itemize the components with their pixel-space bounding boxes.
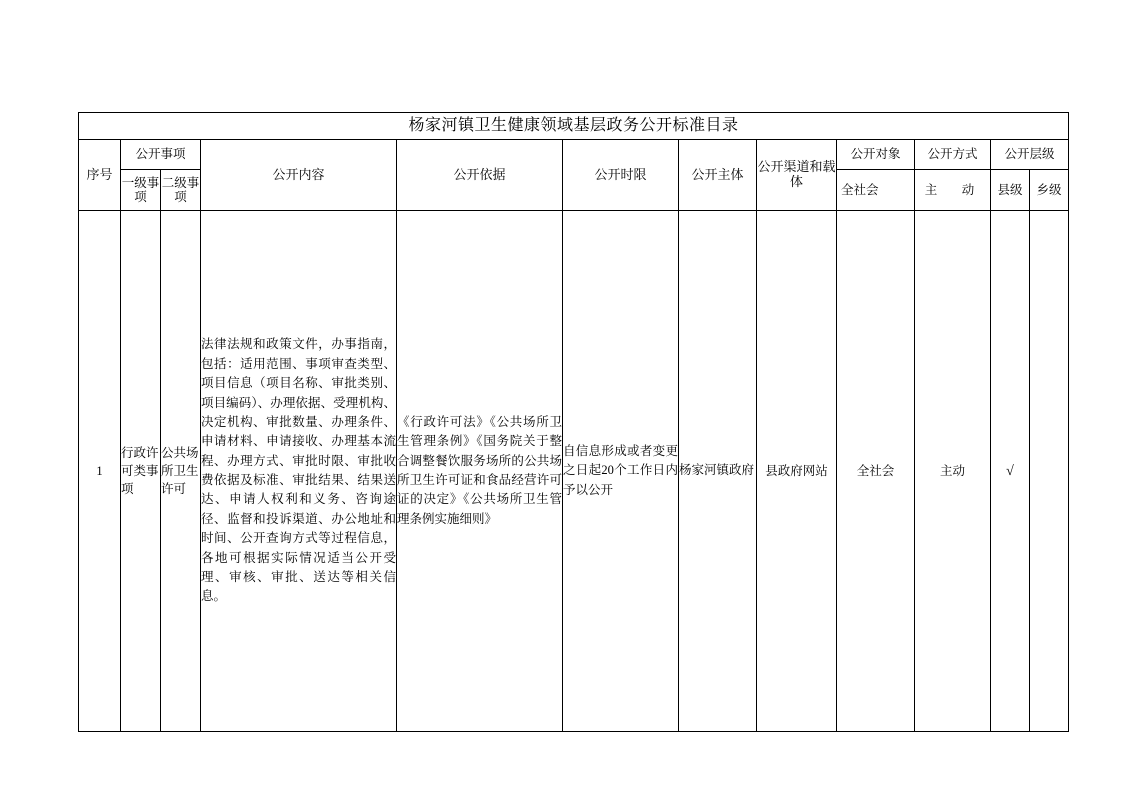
- header-public-items-group: 公开事项: [121, 140, 201, 170]
- header-level1: 一级事项: [121, 170, 161, 211]
- header-time-limit: 公开时限: [563, 140, 679, 211]
- cell-audience: 全社会: [837, 211, 915, 732]
- header-audience-group: 公开对象: [837, 140, 915, 170]
- page-title: 杨家河镇卫生健康领域基层政务公开标准目录: [79, 113, 1069, 140]
- cell-level-town: [1030, 211, 1069, 732]
- cell-subject: 杨家河镇政府: [679, 211, 757, 732]
- header-level-group: 公开层级: [991, 140, 1069, 170]
- cell-time-limit: 自信息形成或者变更之日起20个工作日内予以公开: [563, 211, 679, 732]
- cell-channel: 县政府网站: [757, 211, 837, 732]
- header-content: 公开内容: [201, 140, 397, 211]
- header-basis: 公开依据: [397, 140, 563, 211]
- cell-level1: 行政许可类事项: [121, 211, 161, 732]
- public-affairs-catalog-table: [78, 112, 1069, 732]
- cell-level2: 公共场所卫生许可: [161, 211, 201, 732]
- header-row-1: [79, 140, 1069, 170]
- header-level-town: 乡级: [1030, 170, 1069, 211]
- header-channel: 公开渠道和载体: [757, 140, 837, 211]
- header-level-county: 县级: [991, 170, 1030, 211]
- header-method-value: 主 动: [915, 170, 991, 211]
- table-row: [79, 211, 1069, 732]
- cell-basis: 《行政许可法》《公共场所卫生管理条例》《国务院关于整合调整餐饮服务场所的公共场所卫生许可证和食品经营许可证的决定》《公共场所卫生管理条例实施细则》: [397, 211, 563, 732]
- header-audience-value: 全社会: [837, 170, 915, 211]
- header-method-group: 公开方式: [915, 140, 991, 170]
- header-seq: 序号: [79, 140, 121, 211]
- cell-content: 法律法规和政策文件，办事指南，包括：适用范围、事项审查类型、项目信息（项目名称、审批类别、项目编码）、办理依据、受理机构、决定机构、审批数量、办理条件、申请材料、申请接收、办理基本流程、办理方式、审批时限、审批收费依据及标准、审批结果、结果送达、申请人权利和义务、咨询途径、监督和投诉渠道、办公地址和时间、公开查询方式等过程信息，各地可根据实际情况适当公开受理、审核、审批、送达等相关信息。: [201, 211, 397, 732]
- header-subject: 公开主体: [679, 140, 757, 211]
- cell-method: 主动: [915, 211, 991, 732]
- cell-seq: 1: [79, 211, 121, 732]
- cell-level-county: √: [991, 211, 1030, 732]
- table-title-row: [79, 113, 1069, 140]
- header-level2: 二级事项: [161, 170, 201, 211]
